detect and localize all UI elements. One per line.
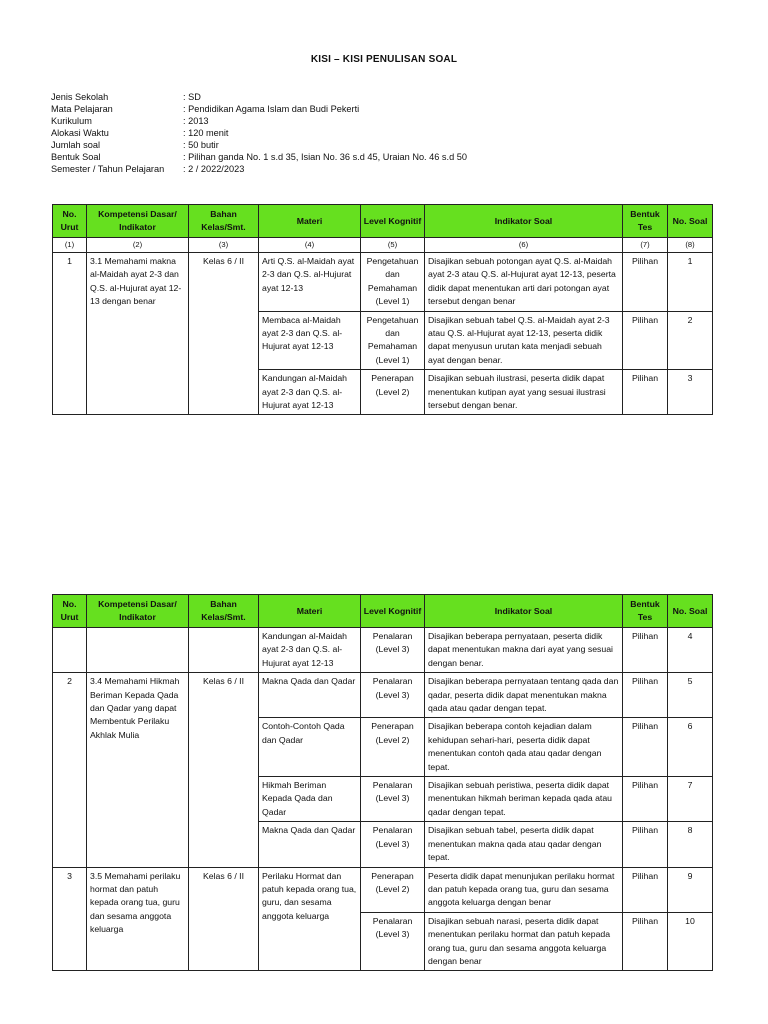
cell-materi: Perilaku Hormat dan patuh kepada orang tua, guru, dan sesama anggota keluarga bbox=[259, 867, 361, 971]
cell-bentuk: Pilihan bbox=[623, 867, 668, 912]
cell-materi: Makna Qada dan Qadar bbox=[259, 673, 361, 718]
cell-indikator: Disajikan sebuah narasi, peserta didik dapat menentukan perilaku hormat dan patuh kepada orang tua, guru dan sesama anggota keluarga dengan benar bbox=[425, 912, 623, 971]
header-indikator-soal: Indikator Soal bbox=[425, 205, 623, 238]
meta-label: Jenis Sekolah bbox=[51, 92, 109, 102]
meta-label: Alokasi Waktu bbox=[51, 128, 109, 138]
cell-level: Pengetahuan dan Pemahaman (Level 1) bbox=[361, 311, 425, 370]
meta-value: : 120 menit bbox=[183, 128, 229, 138]
cell-indikator: Disajikan sebuah tabel Q.S. al-Maidah ayat 2-3 atau Q.S. al-Hujurat ayat 12-13, peserta didik dapat menyusun urutan kata menjadi sebuah ayat dengan benar. bbox=[425, 311, 623, 370]
cell-level: Penerapan (Level 2) bbox=[361, 867, 425, 912]
table-row bbox=[53, 253, 713, 312]
meta-value: : SD bbox=[183, 92, 201, 102]
meta-row-alokasi-waktu bbox=[51, 127, 467, 139]
cell-bentuk: Pilihan bbox=[623, 628, 668, 673]
cell-no-soal: 2 bbox=[668, 311, 713, 370]
cell-indikator: Disajikan sebuah peristiwa, peserta didik dapat menentukan hikmah beriman kepada qada atau qadar dengan tepat. bbox=[425, 777, 623, 822]
meta-row-bentuk-soal bbox=[51, 151, 467, 163]
cell-level: Penalaran (Level 3) bbox=[361, 822, 425, 867]
header-materi: Materi bbox=[259, 205, 361, 238]
meta-value: : 2013 bbox=[183, 116, 209, 126]
meta-value: : Pilihan ganda No. 1 s.d 35, Isian No. 36 s.d 45, Uraian No. 46 s.d 50 bbox=[183, 152, 467, 162]
table-header-row bbox=[53, 205, 713, 238]
header-bahan-kelas: Bahan Kelas/Smt. bbox=[189, 595, 259, 628]
column-number: (2) bbox=[87, 238, 189, 253]
kisi-table-page-1 bbox=[52, 204, 713, 415]
cell-bentuk: Pilihan bbox=[623, 718, 668, 777]
column-number-row bbox=[53, 238, 713, 253]
column-number: (4) bbox=[259, 238, 361, 253]
column-number: (1) bbox=[53, 238, 87, 253]
cell-no-urut: 2 bbox=[53, 673, 87, 867]
cell-materi: Kandungan al-Maidah ayat 2-3 dan Q.S. al-Hujurat ayat 12-13 bbox=[259, 628, 361, 673]
header-bentuk-tes: Bentuk Tes bbox=[623, 205, 668, 238]
cell-no-soal: 6 bbox=[668, 718, 713, 777]
cell-level: Penalaran (Level 3) bbox=[361, 912, 425, 971]
header-bahan-kelas: Bahan Kelas/Smt. bbox=[189, 205, 259, 238]
cell-bentuk: Pilihan bbox=[623, 311, 668, 370]
cell-level: Penerapan (Level 2) bbox=[361, 370, 425, 415]
cell-bentuk: Pilihan bbox=[623, 822, 668, 867]
table-row bbox=[53, 628, 713, 673]
cell-kompetensi-dasar: 3.5 Memahami perilaku hormat dan patuh kepada orang tua, guru dan sesama anggota keluarga bbox=[87, 867, 189, 971]
header-indikator-soal: Indikator Soal bbox=[425, 595, 623, 628]
meta-label: Mata Pelajaran bbox=[51, 104, 113, 114]
cell-indikator: Disajikan beberapa pernyataan, peserta didik dapat menentukan makna dari ayat yang sesuai dengan benar. bbox=[425, 628, 623, 673]
cell-no-soal: 1 bbox=[668, 253, 713, 312]
cell-bentuk: Pilihan bbox=[623, 673, 668, 718]
cell-materi: Kandungan al-Maidah ayat 2-3 dan Q.S. al-Hujurat ayat 12-13 bbox=[259, 370, 361, 415]
cell-no-soal: 3 bbox=[668, 370, 713, 415]
table-header-row bbox=[53, 595, 713, 628]
header-no-urut: No. Urut bbox=[53, 595, 87, 628]
document-title: KISI – KISI PENULISAN SOAL bbox=[310, 54, 458, 65]
cell-level: Pengetahuan dan Pemahaman (Level 1) bbox=[361, 253, 425, 312]
cell-indikator: Disajikan sebuah ilustrasi, peserta didik dapat menentukan kutipan ayat yang sesuai ilustrasi tersebut dengan benar. bbox=[425, 370, 623, 415]
cell-level: Penalaran (Level 3) bbox=[361, 777, 425, 822]
cell-indikator: Peserta didik dapat menunjukan perilaku hormat dan patuh kepada orang tua, guru dan sesama anggota keluarga dengan benar bbox=[425, 867, 623, 912]
header-level-kognitif: Level Kognitif bbox=[361, 595, 425, 628]
column-number: (8) bbox=[668, 238, 713, 253]
meta-value: : 2 / 2022/2023 bbox=[183, 164, 245, 174]
cell-level: Penalaran (Level 3) bbox=[361, 673, 425, 718]
cell-kompetensi-dasar: 3.1 Memahami makna al-Maidah ayat 2-3 dan Q.S. al-Hujurat ayat 12-13 dengan benar bbox=[87, 253, 189, 415]
cell-level: Penalaran (Level 3) bbox=[361, 628, 425, 673]
meta-label: Jumlah soal bbox=[51, 140, 101, 150]
cell-kelas: Kelas 6 / II bbox=[189, 673, 259, 867]
cell-no-soal: 7 bbox=[668, 777, 713, 822]
cell-indikator: Disajikan beberapa pernyataan tentang qada dan qadar, peserta didik dapat menentukan makna qada atau qadar dengan tepat. bbox=[425, 673, 623, 718]
table-row bbox=[53, 867, 713, 912]
meta-label: Semester / Tahun Pelajaran bbox=[51, 164, 165, 174]
cell-materi: Contoh-Contoh Qada dan Qadar bbox=[259, 718, 361, 777]
column-number: (7) bbox=[623, 238, 668, 253]
meta-row-mata-pelajaran bbox=[51, 103, 467, 115]
cell-bentuk: Pilihan bbox=[623, 253, 668, 312]
cell-indikator: Disajikan sebuah potongan ayat Q.S. al-Maidah ayat 2-3 atau Q.S. al-Hujurat ayat 12-13, peserta didik dapat menentukan arti dari potongan ayat tersebut dengan benar bbox=[425, 253, 623, 312]
header-kompetensi-dasar: Kompetensi Dasar/ Indikator bbox=[87, 595, 189, 628]
cell-no-urut bbox=[53, 628, 87, 673]
header-materi: Materi bbox=[259, 595, 361, 628]
document-metadata bbox=[51, 91, 467, 175]
meta-label: Kurikulum bbox=[51, 116, 92, 126]
header-kompetensi-dasar: Kompetensi Dasar/ Indikator bbox=[87, 205, 189, 238]
cell-bentuk: Pilihan bbox=[623, 370, 668, 415]
header-no-soal: No. Soal bbox=[668, 205, 713, 238]
cell-materi: Makna Qada dan Qadar bbox=[259, 822, 361, 867]
cell-bentuk: Pilihan bbox=[623, 912, 668, 971]
meta-value: : Pendidikan Agama Islam dan Budi Pekerti bbox=[183, 104, 360, 114]
header-no-soal: No. Soal bbox=[668, 595, 713, 628]
kisi-table-page-2 bbox=[52, 594, 713, 971]
cell-no-urut: 1 bbox=[53, 253, 87, 415]
cell-no-soal: 8 bbox=[668, 822, 713, 867]
table-row bbox=[53, 673, 713, 718]
cell-materi: Membaca al-Maidah ayat 2-3 dan Q.S. al-Hujurat ayat 12-13 bbox=[259, 311, 361, 370]
header-bentuk-tes: Bentuk Tes bbox=[623, 595, 668, 628]
cell-materi: Arti Q.S. al-Maidah ayat 2-3 dan Q.S. al-Hujurat ayat 12-13 bbox=[259, 253, 361, 312]
meta-row-semester bbox=[51, 163, 467, 175]
column-number: (5) bbox=[361, 238, 425, 253]
column-number: (3) bbox=[189, 238, 259, 253]
cell-no-soal: 9 bbox=[668, 867, 713, 912]
cell-indikator: Disajikan beberapa contoh kejadian dalam kehidupan sehari-hari, peserta didik dapat menentukan contoh qada atau qadar dengan tepat. bbox=[425, 718, 623, 777]
cell-kelas: Kelas 6 / II bbox=[189, 867, 259, 971]
cell-kompetensi-dasar: 3.4 Memahami Hikmah Beriman Kepada Qada dan Qadar yang dapat Membentuk Perilaku Akhlak Mulia bbox=[87, 673, 189, 867]
meta-row-jumlah-soal bbox=[51, 139, 467, 151]
cell-no-urut: 3 bbox=[53, 867, 87, 971]
cell-no-soal: 4 bbox=[668, 628, 713, 673]
column-number: (6) bbox=[425, 238, 623, 253]
header-no-urut: No. Urut bbox=[53, 205, 87, 238]
meta-row-kurikulum bbox=[51, 115, 467, 127]
cell-kelas bbox=[189, 628, 259, 673]
meta-value: : 50 butir bbox=[183, 140, 219, 150]
meta-label: Bentuk Soal bbox=[51, 152, 101, 162]
cell-level: Penerapan (Level 2) bbox=[361, 718, 425, 777]
header-level-kognitif: Level Kognitif bbox=[361, 205, 425, 238]
cell-kelas: Kelas 6 / II bbox=[189, 253, 259, 415]
cell-bentuk: Pilihan bbox=[623, 777, 668, 822]
cell-kompetensi-dasar bbox=[87, 628, 189, 673]
cell-materi: Hikmah Beriman Kepada Qada dan Qadar bbox=[259, 777, 361, 822]
cell-indikator: Disajikan sebuah tabel, peserta didik dapat menentukan makna qada atau qadar dengan tepat. bbox=[425, 822, 623, 867]
meta-row-jenis-sekolah bbox=[51, 91, 467, 103]
cell-no-soal: 10 bbox=[668, 912, 713, 971]
cell-no-soal: 5 bbox=[668, 673, 713, 718]
